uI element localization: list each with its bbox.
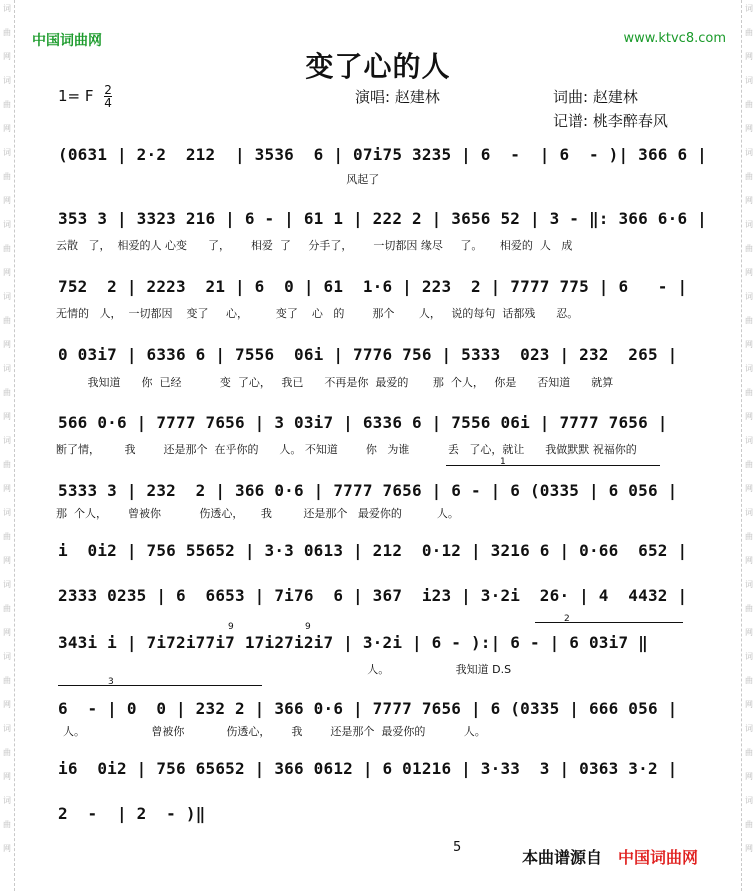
first-ending-bracket — [446, 465, 660, 466]
watermark-char: 网 — [745, 52, 753, 61]
score-row-6-lyrics: 那 个人， 曾被你 伤透心， 我 还是那个 最爱你的 人。 — [56, 507, 459, 520]
watermark-char: 曲 — [745, 604, 753, 613]
watermark-char: 曲 — [3, 244, 11, 253]
watermark-char: 网 — [3, 268, 11, 277]
score-row-11-notes: i6 0i2 | 756 65652 | 366 0612 | 6 01216 | 3·33 3 | 0363 3·2 | — [58, 759, 678, 778]
song-title: 变了心的人 — [305, 50, 451, 83]
watermark-char: 网 — [3, 340, 11, 349]
source-label: 本曲谱源自 — [522, 848, 603, 867]
watermark-char: 词 — [745, 76, 753, 85]
watermark-char: 曲 — [745, 820, 753, 829]
score-row-12-notes: 2 - | 2 - )‖ — [58, 804, 206, 823]
watermark-char: 词 — [745, 364, 753, 373]
watermark-char: 曲 — [745, 460, 753, 469]
watermark-char: 网 — [3, 124, 11, 133]
score-row-3-notes: 752 2 | 2223 21 | 6 0 | 61 1·6 | 223 2 | 7777 775 | 6 - | — [58, 277, 688, 296]
watermark-char: 曲 — [3, 460, 11, 469]
watermark-char: 网 — [3, 772, 11, 781]
watermark-char: 网 — [3, 700, 11, 709]
score-row-2-lyrics: 云散 了， 相爱的人 心变 了， 相爱 了 分手了， 一切都因 缘尽 了。 相爱的 人 成 — [56, 239, 573, 252]
watermark-char: 词 — [3, 652, 11, 661]
triplet-bracket — [58, 685, 262, 686]
watermark-char: 词 — [3, 436, 11, 445]
watermark-char: 词 — [745, 4, 753, 13]
watermark-char: 曲 — [745, 244, 753, 253]
score-row-10-notes: 6 - | 0 0 | 232 2 | 366 0·6 | 7777 7656 | 6 (0335 | 666 056 | — [58, 699, 678, 718]
second-ending-number: 2 — [564, 614, 570, 624]
watermark-char: 网 — [745, 484, 753, 493]
watermark-char: 曲 — [3, 532, 11, 541]
watermark-char: 词 — [745, 508, 753, 517]
watermark-char: 曲 — [3, 100, 11, 109]
watermark-char: 网 — [745, 844, 753, 853]
watermark-char: 网 — [745, 124, 753, 133]
watermark-char: 词 — [3, 220, 11, 229]
watermark-char: 曲 — [3, 748, 11, 757]
watermark-char: 网 — [745, 772, 753, 781]
nine-mark-1: 9 — [228, 622, 234, 632]
score-row-10-lyrics: 人。 曾被你 伤透心， 我 还是那个 最爱你的 人。 — [56, 725, 486, 738]
nine-mark-2: 9 — [305, 622, 311, 632]
triplet-number: 3 — [108, 677, 114, 687]
watermark-char: 曲 — [745, 532, 753, 541]
page-number: 5 — [453, 840, 462, 855]
key-label: 1= F — [58, 87, 94, 105]
watermark-char: 曲 — [745, 172, 753, 181]
watermark-char: 曲 — [745, 748, 753, 757]
watermark-char: 词 — [3, 76, 11, 85]
watermark-char: 曲 — [3, 316, 11, 325]
time-top: 2 — [104, 83, 112, 97]
watermark-char: 词 — [745, 796, 753, 805]
watermark-char: 网 — [3, 628, 11, 637]
watermark-char: 词 — [745, 148, 753, 157]
watermark-char: 曲 — [3, 820, 11, 829]
site-url-right[interactable]: www.ktvc8.com — [623, 31, 726, 46]
watermark-char: 网 — [3, 196, 11, 205]
score-row-5-lyrics: 断了情， 我 还是那个 在乎你的 人。 不知道 你 为谁 丢 了心，就让 我做默默 祝福你的 — [56, 443, 637, 456]
watermark-char: 词 — [745, 292, 753, 301]
first-ending-number: 1 — [500, 457, 506, 467]
singer-credit: 演唱: 赵建林 — [355, 88, 440, 106]
watermark-char: 网 — [3, 52, 11, 61]
watermark-char: 词 — [745, 724, 753, 733]
watermark-char: 曲 — [745, 388, 753, 397]
watermark-char: 词 — [745, 580, 753, 589]
time-signature — [104, 84, 112, 109]
watermark-char: 网 — [745, 556, 753, 565]
score-row-2-notes: 353 3 | 3323 216 | 6 - | 61 1 | 222 2 | 3656 52 | 3 - ‖: 366 6·6 | — [58, 209, 707, 228]
watermark-char: 网 — [745, 196, 753, 205]
watermark-char: 曲 — [3, 604, 11, 613]
source-brand-link[interactable]: 中国词曲网 — [618, 848, 699, 867]
watermark-char: 曲 — [745, 316, 753, 325]
right-watermark-border — [741, 0, 756, 891]
time-bottom: 4 — [104, 96, 112, 110]
watermark-char: 网 — [3, 844, 11, 853]
watermark-char: 曲 — [3, 676, 11, 685]
watermark-char: 网 — [3, 556, 11, 565]
watermark-char: 词 — [3, 292, 11, 301]
watermark-char: 词 — [3, 724, 11, 733]
transcriber-credit: 记谱: 桃李醉春风 — [553, 112, 668, 130]
score-row-1-notes: (0631 | 2·2 212 | 3536 6 | 07i75 3235 | 6 - | 6 - )| 366 6 | — [58, 145, 707, 164]
watermark-char: 词 — [745, 220, 753, 229]
watermark-char: 词 — [745, 652, 753, 661]
score-row-7-notes: i 0i2 | 756 55652 | 3·3 0613 | 212 0·12 | 3216 6 | 0·66 652 | — [58, 541, 688, 560]
watermark-char: 曲 — [3, 388, 11, 397]
score-row-8-notes: 2333 0235 | 6 6653 | 7i76 6 | 367 i23 | 3·2i 26· | 4 4432 | — [58, 586, 688, 605]
score-row-9-lyrics: 人。 我知道 D.S — [56, 663, 512, 676]
watermark-char: 词 — [3, 4, 11, 13]
score-row-5-notes: 566 0·6 | 7777 7656 | 3 03i7 | 6336 6 | 7556 06i | 7777 7656 | — [58, 413, 668, 432]
watermark-char: 网 — [3, 412, 11, 421]
score-row-4-notes: 0 03i7 | 6336 6 | 7556 06i | 7776 756 | 5333 023 | 232 265 | — [58, 345, 678, 364]
watermark-char: 词 — [3, 796, 11, 805]
watermark-char: 词 — [3, 580, 11, 589]
watermark-char: 曲 — [3, 172, 11, 181]
watermark-char: 网 — [745, 628, 753, 637]
left-watermark-border — [0, 0, 15, 891]
watermark-char: 词 — [3, 148, 11, 157]
site-brand-left[interactable]: 中国词曲网 — [32, 33, 102, 49]
key-signature — [58, 84, 112, 109]
watermark-char: 曲 — [745, 100, 753, 109]
composer-credit: 词曲: 赵建林 — [553, 88, 638, 106]
score-row-3-lyrics: 无情的 人， 一切都因 变了 心， 变了 心 的 那个 人， 说的每句 话都残 忍。 — [56, 307, 579, 320]
watermark-char: 词 — [3, 508, 11, 517]
watermark-char: 网 — [745, 412, 753, 421]
watermark-char: 词 — [745, 436, 753, 445]
watermark-char: 曲 — [3, 28, 11, 37]
watermark-char: 网 — [745, 700, 753, 709]
score-row-1-lyrics: 风起了 — [56, 173, 380, 186]
watermark-char: 网 — [745, 340, 753, 349]
score-row-4-lyrics: 我知道 你 已经 变 了心， 我已 不再是你 最爱的 那 个人， 你是 否知道 就算 — [56, 376, 614, 389]
watermark-char: 词 — [3, 364, 11, 373]
score-row-9-notes: 343i i | 7i72i77i7 17i27i2i7 | 3·2i | 6 - ):| 6 - | 6 03i7 ‖ — [58, 633, 648, 652]
watermark-char: 曲 — [745, 676, 753, 685]
second-ending-bracket — [535, 622, 683, 623]
source-credit — [522, 845, 698, 868]
watermark-char: 曲 — [745, 28, 753, 37]
score-row-6-notes: 5333 3 | 232 2 | 366 0·6 | 7777 7656 | 6 - | 6 (0335 | 6 056 | — [58, 481, 678, 500]
watermark-char: 网 — [3, 484, 11, 493]
watermark-char: 网 — [745, 268, 753, 277]
